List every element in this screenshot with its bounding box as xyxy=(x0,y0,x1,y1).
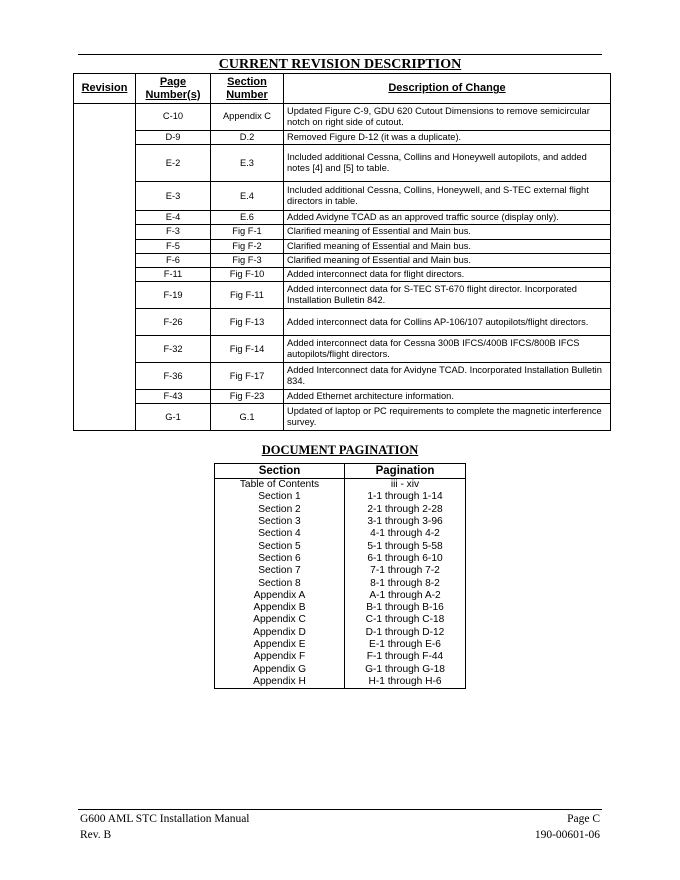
pagination-table xyxy=(214,463,466,689)
pagination-range-cell: B-1 through B-16 xyxy=(345,602,466,614)
description-cell: Clarified meaning of Essential and Main bus. xyxy=(284,225,611,239)
description-cell: Updated Figure C-9, GDU 620 Cutout Dimensions to remove semicircular notch on right side of cutout. xyxy=(284,104,611,131)
revision-header: Revision xyxy=(74,74,136,104)
pagination-section-cell: Section 3 xyxy=(215,516,345,528)
section-number-cell: Fig F-10 xyxy=(211,268,284,282)
description-cell: Removed Figure D-12 (it was a duplicate). xyxy=(284,131,611,145)
page-number-cell: F-5 xyxy=(136,239,211,253)
section-number-header: Section Number xyxy=(211,74,284,104)
pagination-range-cell: 7-1 through 7-2 xyxy=(345,565,466,577)
document-pagination-title: DOCUMENT PAGINATION xyxy=(261,443,419,457)
description-cell: Added Avidyne TCAD as an approved traffic source (display only). xyxy=(284,211,611,225)
page-number-cell: F-26 xyxy=(136,309,211,336)
footer-manual-title: G600 AML STC Installation Manual xyxy=(80,813,250,825)
pagination-row xyxy=(215,627,466,639)
footer-doc-number: 190-00601-06 xyxy=(534,829,600,841)
page-number-cell: G-1 xyxy=(136,404,211,431)
page-number-cell: E-3 xyxy=(136,182,211,211)
page-number-cell: F-19 xyxy=(136,282,211,309)
pagination-section-cell: Section 6 xyxy=(215,553,345,565)
revision-row xyxy=(74,225,611,239)
revision-row xyxy=(74,104,611,131)
revision-description-title: CURRENT REVISION DESCRIPTION xyxy=(218,57,462,72)
pagination-row xyxy=(215,540,466,552)
revision-row xyxy=(74,363,611,390)
revision-row xyxy=(74,282,611,309)
pagination-range-cell: 8-1 through 8-2 xyxy=(345,577,466,589)
pagination-section-header: Section xyxy=(215,464,345,479)
section-number-cell: Fig F-13 xyxy=(211,309,284,336)
description-cell: Clarified meaning of Essential and Main bus. xyxy=(284,239,611,253)
pagination-range-cell: G-1 through G-18 xyxy=(345,663,466,675)
pagination-row xyxy=(215,639,466,651)
pagination-range-cell: iii - xiv xyxy=(345,479,466,492)
revision-row xyxy=(74,131,611,145)
pagination-section-cell: Section 7 xyxy=(215,565,345,577)
revision-row xyxy=(74,309,611,336)
pagination-row xyxy=(215,590,466,602)
revision-row xyxy=(74,268,611,282)
section-number-cell: Fig F-11 xyxy=(211,282,284,309)
revision-row xyxy=(74,239,611,253)
pagination-row xyxy=(215,614,466,626)
revision-row xyxy=(74,145,611,182)
description-cell: Added Interconnect data for Avidyne TCAD. Incorporated Installation Bulletin 834. xyxy=(284,363,611,390)
pagination-range-cell: D-1 through D-12 xyxy=(345,627,466,639)
pagination-section-cell: Table of Contents xyxy=(215,479,345,492)
revision-table xyxy=(73,73,611,431)
page-number-cell: F-6 xyxy=(136,253,211,267)
pagination-row xyxy=(215,602,466,614)
pagination-row xyxy=(215,577,466,589)
section-number-cell: Fig F-23 xyxy=(211,390,284,404)
page-number-cell: F-3 xyxy=(136,225,211,239)
section-number-cell: E.4 xyxy=(211,182,284,211)
section-number-cell: D.2 xyxy=(211,131,284,145)
footer-page-label: Page C xyxy=(567,813,600,825)
description-cell: Added interconnect data for Collins AP-106/107 autopilots/flight directors. xyxy=(284,309,611,336)
description-cell: Included additional Cessna, Collins and Honeywell autopilots, and added notes [4] and [5] to table. xyxy=(284,145,611,182)
page-number-cell: D-9 xyxy=(136,131,211,145)
pagination-range-cell: C-1 through C-18 xyxy=(345,614,466,626)
revision-row xyxy=(74,336,611,363)
section-number-cell: E.3 xyxy=(211,145,284,182)
revision-row xyxy=(74,390,611,404)
description-cell: Added Ethernet architecture information. xyxy=(284,390,611,404)
revision-row xyxy=(74,182,611,211)
section-number-cell: Fig F-2 xyxy=(211,239,284,253)
pagination-range-cell: 1-1 through 1-14 xyxy=(345,491,466,503)
pagination-range-cell: 4-1 through 4-2 xyxy=(345,528,466,540)
description-cell: Added interconnect data for flight directors. xyxy=(284,268,611,282)
section-number-cell: E.6 xyxy=(211,211,284,225)
revision-row xyxy=(74,253,611,267)
pagination-row xyxy=(215,479,466,492)
pagination-section-cell: Appendix D xyxy=(215,627,345,639)
pagination-section-cell: Appendix E xyxy=(215,639,345,651)
pagination-section-cell: Appendix F xyxy=(215,651,345,663)
page-number-cell: F-11 xyxy=(136,268,211,282)
pagination-row xyxy=(215,491,466,503)
pagination-range-cell: 3-1 through 3-96 xyxy=(345,516,466,528)
page-numbers-header: Page Number(s) xyxy=(136,74,211,104)
section-number-cell: Fig F-14 xyxy=(211,336,284,363)
pagination-range-cell: 5-1 through 5-58 xyxy=(345,540,466,552)
description-cell: Clarified meaning of Essential and Main bus. xyxy=(284,253,611,267)
section-number-cell: Fig F-3 xyxy=(211,253,284,267)
pagination-section-cell: Section 1 xyxy=(215,491,345,503)
pagination-section-cell: Appendix A xyxy=(215,590,345,602)
pagination-row xyxy=(215,565,466,577)
description-cell: Added interconnect data for S-TEC ST-670 flight director. Incorporated Installation Bulletin 842. xyxy=(284,282,611,309)
pagination-range-cell: A-1 through A-2 xyxy=(345,590,466,602)
pagination-row xyxy=(215,516,466,528)
pagination-row xyxy=(215,528,466,540)
footer-rule xyxy=(78,809,602,810)
revision-row xyxy=(74,404,611,431)
description-cell: Updated of laptop or PC requirements to complete the magnetic interference survey. xyxy=(284,404,611,431)
page-number-cell: E-2 xyxy=(136,145,211,182)
description-header: Description of Change xyxy=(284,74,611,104)
pagination-range-cell: F-1 through F-44 xyxy=(345,651,466,663)
revision-table-header xyxy=(74,74,611,104)
page-number-cell: F-36 xyxy=(136,363,211,390)
pagination-section-cell: Section 5 xyxy=(215,540,345,552)
pagination-section-cell: Section 4 xyxy=(215,528,345,540)
pagination-section-cell: Appendix C xyxy=(215,614,345,626)
pagination-section-cell: Appendix B xyxy=(215,602,345,614)
revision-cell xyxy=(74,104,136,431)
pagination-range-cell: E-1 through E-6 xyxy=(345,639,466,651)
page-number-cell: F-43 xyxy=(136,390,211,404)
pagination-section-cell: Appendix G xyxy=(215,663,345,675)
pagination-range-cell: 6-1 through 6-10 xyxy=(345,553,466,565)
pagination-range-header: Pagination xyxy=(345,464,466,479)
section-number-cell: Fig F-1 xyxy=(211,225,284,239)
page-number-cell: F-32 xyxy=(136,336,211,363)
description-cell: Added interconnect data for Cessna 300B IFCS/400B IFCS/800B IFCS autopilots/flight directors. xyxy=(284,336,611,363)
pagination-table-header xyxy=(215,464,466,479)
page-number-cell: E-4 xyxy=(136,211,211,225)
description-cell: Included additional Cessna, Collins, Honeywell, and S-TEC external flight directors in table. xyxy=(284,182,611,211)
pagination-section-cell: Appendix H xyxy=(215,676,345,689)
pagination-row xyxy=(215,676,466,689)
revision-row xyxy=(74,211,611,225)
page-number-cell: C-10 xyxy=(136,104,211,131)
section-number-cell: Fig F-17 xyxy=(211,363,284,390)
pagination-range-cell: 2-1 through 2-28 xyxy=(345,504,466,516)
section-number-cell: Appendix C xyxy=(211,104,284,131)
pagination-row xyxy=(215,504,466,516)
pagination-range-cell: H-1 through H-6 xyxy=(345,676,466,689)
pagination-row xyxy=(215,651,466,663)
top-rule xyxy=(78,54,602,55)
pagination-section-cell: Section 8 xyxy=(215,577,345,589)
pagination-row xyxy=(215,663,466,675)
pagination-row xyxy=(215,553,466,565)
section-number-cell: G.1 xyxy=(211,404,284,431)
pagination-section-cell: Section 2 xyxy=(215,504,345,516)
footer-revision: Rev. B xyxy=(80,829,112,841)
